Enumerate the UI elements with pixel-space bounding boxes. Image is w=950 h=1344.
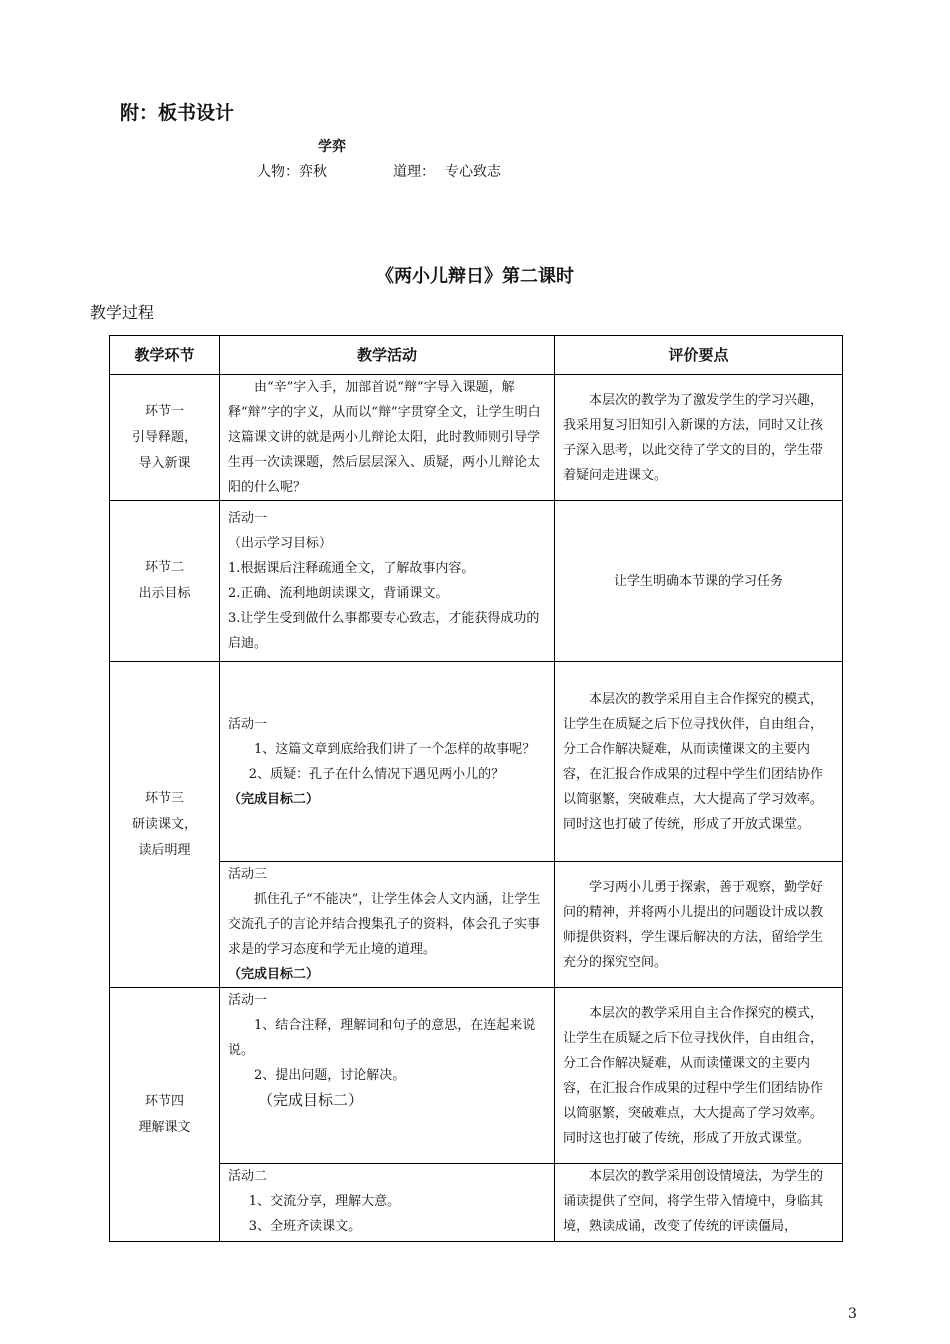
env-line: 出示目标: [138, 586, 191, 601]
board-design-heading: 附：板书设计: [120, 102, 235, 124]
eval-cell: [555, 501, 843, 662]
activity-text: 抓住孔子“不能决”，让学生体会人文内涵，让学生交流孔子的言论并结合搜集孔子的资料，体会孔子实事求是的学习态度和学无止境的道理。: [228, 892, 541, 957]
activity-cell: [220, 501, 555, 662]
table-row: [110, 662, 843, 862]
activity-cell: [220, 988, 555, 1164]
table-row: [110, 375, 843, 501]
activity-title: 活动二: [228, 1169, 268, 1184]
table-row: [110, 1164, 843, 1242]
env-cell: [110, 501, 220, 662]
table-header-row: [110, 336, 843, 375]
activity-cell: [220, 375, 555, 501]
env-cell: [110, 375, 220, 501]
env-line: 环节四: [144, 1093, 184, 1109]
activity-text: 2.正确、流利地朗读课文，背诵课文。: [228, 586, 449, 601]
teaching-process-table: [109, 335, 843, 1242]
activity-title: 活动三: [228, 867, 268, 882]
activity-cell: [220, 862, 555, 988]
env-line: 理解课文: [138, 1119, 191, 1135]
board-title: 学弈: [318, 139, 346, 155]
header-env: 教学环节: [110, 336, 220, 375]
activity-text: 由“辛”字入手，加部首说“辩”字导入课题，解释“辩”字的字义，从而以“辩”字贯穿全文，让学生明白这篇课文讲的就是两小儿辩论太阳，此时教师则引导学生再一次读课题，然后层层深入、质疑，两小儿辩论太阳的什么呢？: [228, 380, 541, 495]
env-line: 引导释题，: [131, 429, 197, 445]
activity-text: （出示学习目标）: [228, 536, 333, 551]
eval-cell: [555, 375, 843, 501]
env-cell: [110, 988, 220, 1242]
goal-note: （完成目标二）: [258, 1091, 364, 1109]
activity-text: 2、质疑：孔子在什么情况下遇见两小儿的？: [248, 766, 505, 782]
activity-text: 3、全班齐读课文。: [248, 1219, 362, 1234]
activity-text: 1.根据课后注释疏通全文，了解故事内容。: [228, 561, 475, 576]
env-line: 导入新课: [138, 455, 191, 471]
activity-text: 1、结合注释，理解词和句子的意思，在连起来说说。: [228, 1018, 536, 1058]
eval-text: 让学生明确本节课的学习任务: [613, 573, 783, 589]
eval-text: 学习两小儿勇于探索，善于观察，勤学好问的精神，并将两小儿提出的问题设计成以教师提供资料，学生课后解决的方法，留给学生充分的探究空间。: [563, 879, 824, 970]
board-reason-label: 道理：: [393, 164, 435, 180]
eval-cell: [555, 662, 843, 862]
goal-note: （完成目标二）: [228, 791, 320, 807]
env-line: 环节一: [144, 403, 184, 419]
eval-cell: [555, 1164, 843, 1242]
table-row: [110, 862, 843, 988]
activity-cell: [220, 1164, 555, 1242]
activity-text: 2、提出问题，讨论解决。: [254, 1068, 406, 1083]
activity-text: 3.让学生受到做什么事都要专心致志，才能获得成功的启迪。: [228, 611, 540, 651]
env-cell: [110, 662, 220, 988]
activity-cell: [220, 662, 555, 862]
activity-title: 活动一: [228, 511, 268, 526]
table-row: [110, 988, 843, 1164]
process-label: 教学过程: [90, 303, 155, 322]
activity-text: 1、交流分享，理解大意。: [248, 1194, 401, 1209]
eval-text: 本层次的教学采用自主合作探究的模式，让学生在质疑之后下位寻找伙伴，自由组合，分工合作解决疑难，从而读懂课文的主要内容，在汇报合作成果的过程中学生们团结协作以简驱繁，突破难点，大大提高了学习效率。同时这也打破了传统，形成了开放式课堂。: [563, 1005, 824, 1146]
eval-text: 本层次的教学采用自主合作探究的模式，让学生在质疑之后下位寻找伙伴，自由组合，分工合作解决疑难，从而读懂课文的主要内容，在汇报合作成果的过程中学生们团结协作以简驱繁，突破难点，大大提高了学习效率。同时这也打破了传统，形成了开放式课堂。: [563, 691, 824, 832]
activity-text: 1、这篇文章到底给我们讲了一个怎样的故事呢？: [254, 741, 536, 757]
env-line: 研读课文，: [131, 816, 197, 832]
eval-text: 本层次的教学为了激发学生的学习兴趣，我采用复习旧知引入新课的方法，同时又让孩子深入思考，以此交待了学文的目的，学生带着疑问走进课文。: [563, 392, 824, 483]
lesson-title: 《两小儿辩日》第二课时: [376, 266, 574, 287]
eval-cell: [555, 988, 843, 1164]
board-reason-value: 专心致志: [445, 164, 501, 180]
env-line: 读后明理: [138, 842, 191, 858]
page-number: 3: [848, 1306, 857, 1322]
env-line: 环节三: [144, 790, 184, 806]
table-row: [110, 501, 843, 662]
header-eval: 评价要点: [555, 336, 843, 375]
board-person: 人物：弈秋: [257, 164, 327, 180]
eval-cell: [555, 862, 843, 988]
eval-text: 本层次的教学采用创设情境法，为学生的诵读提供了空间，将学生带入情境中，身临其境，熟读成诵，改变了传统的评读僵局，: [563, 1169, 824, 1234]
activity-title: 活动一: [228, 993, 268, 1008]
header-activity: 教学活动: [220, 336, 555, 375]
activity-title: 活动一: [228, 716, 268, 732]
goal-note: （完成目标二）: [228, 967, 320, 982]
env-line: 环节二: [144, 560, 184, 575]
